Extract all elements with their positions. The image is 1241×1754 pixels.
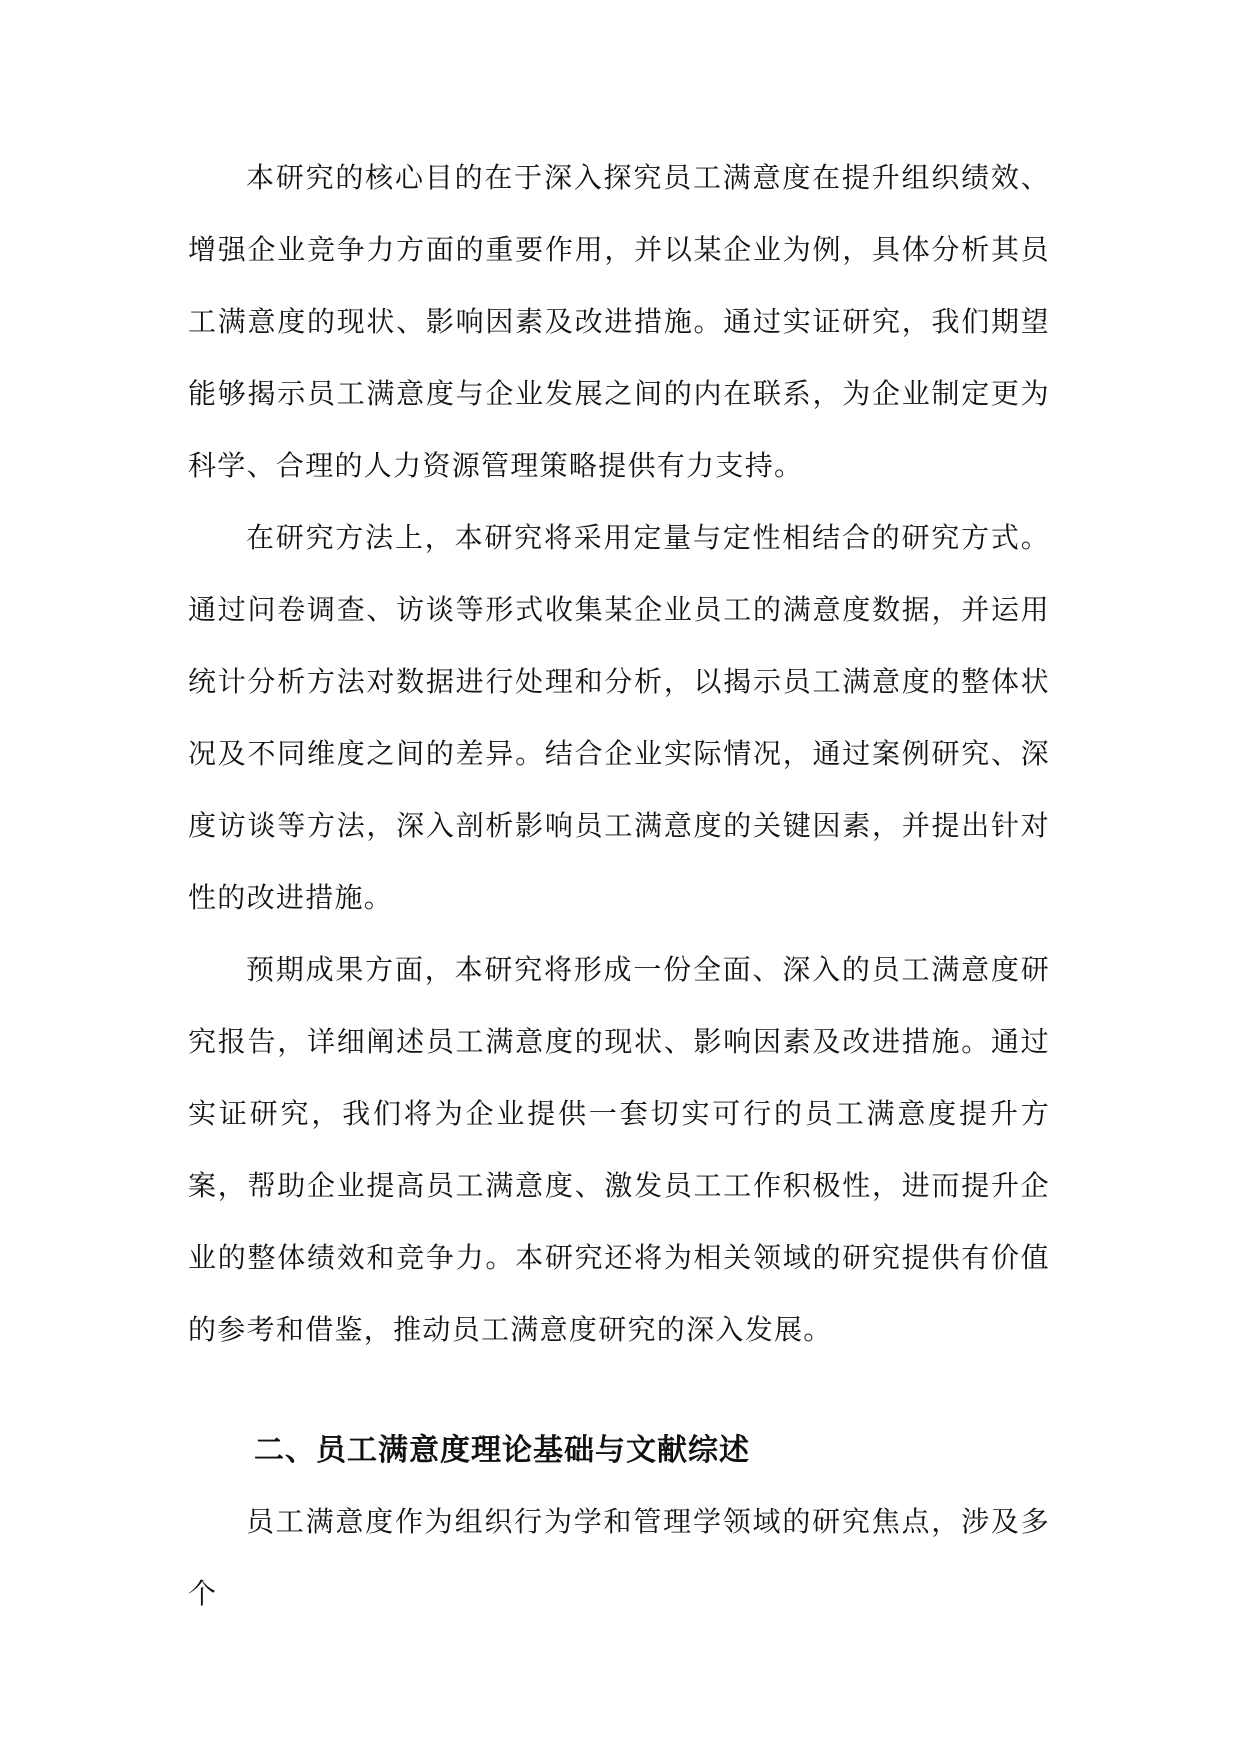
section-heading: 二、员工满意度理论基础与文献综述	[254, 1433, 750, 1468]
paragraph-expected-results: 预期成果方面，本研究将形成一份全面、深入的员工满意度研究报告，详细阐述员工满意度的现状、影响因素及改进措施。通过实证研究，我们将为企业提供一套切实可行的员工满意度提升方案，帮助企业提高员工满意度、激发员工工作积极性，进而提升企业的整体绩效和竞争力。本研究还将为相关领域的研究提供有价值的参考和借鉴，推动员工满意度研究的深入发展。	[188, 953, 1050, 1346]
paragraph-section-intro: 员工满意度作为组织行为学和管理学领域的研究焦点，涉及多个	[188, 1505, 1050, 1610]
paragraph-research-purpose: 本研究的核心目的在于深入探究员工满意度在提升组织绩效、增强企业竞争力方面的重要作用，并以某企业为例，具体分析其员工满意度的现状、影响因素及改进措施。通过实证研究，我们期望能够揭示员工满意度与企业发展之间的内在联系，为企业制定更为科学、合理的人力资源管理策略提供有力支持。	[188, 161, 1050, 482]
document-body	[188, 142, 1050, 1630]
paragraph-research-method: 在研究方法上，本研究将采用定量与定性相结合的研究方式。通过问卷调查、访谈等形式收集某企业员工的满意度数据，并运用统计分析方法对数据进行处理和分析，以揭示员工满意度的整体状况及不同维度之间的差异。结合企业实际情况，通过案例研究、深度访谈等方法，深入剖析影响员工满意度的关键因素，并提出针对性的改进措施。	[188, 521, 1050, 914]
